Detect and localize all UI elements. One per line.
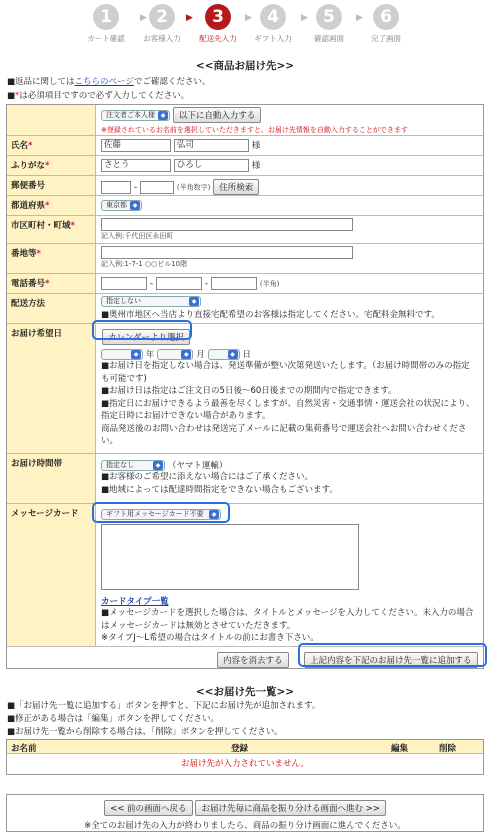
card-type-link[interactable]: カードタイプ一覧	[101, 597, 169, 607]
postal-label: 郵便番号	[7, 176, 96, 195]
step-label: 完了画面	[371, 34, 401, 43]
message-card-note: ■メッセージカードを選択した場合は、タイトルとメッセージを入力してください。未入力の場合	[101, 608, 474, 618]
delivery-time-note: ■お客様のご希望に添えない場合にはご了承ください。	[101, 472, 314, 482]
calendar-highlight	[92, 320, 192, 340]
step-label: 配送先入力	[199, 34, 237, 43]
postal-row	[7, 176, 483, 196]
postal-dash: -	[133, 182, 138, 193]
list-heading: <<お届け先一覧>>	[195, 686, 295, 698]
step-delivery	[188, 4, 248, 44]
message-card-row	[7, 504, 483, 647]
city-input[interactable]	[101, 218, 353, 231]
phone-hint: (半角)	[259, 280, 280, 288]
return-note	[7, 75, 210, 87]
phone-dash: -	[204, 279, 209, 289]
shipping-method-select[interactable]: 指定しない ◆	[101, 296, 201, 307]
address-search-button[interactable]: 住所検索	[213, 179, 259, 195]
list-note: ■修正がある場合は「編集」ボタンを押してください。	[7, 714, 220, 724]
col-delete-header: 削除	[439, 744, 457, 754]
year-unit: 年	[145, 350, 155, 360]
step-arrow-icon: ▶	[245, 13, 252, 23]
step-customer	[132, 4, 192, 44]
delivery-heading: <<商品お届け先>>	[195, 60, 295, 72]
carrier-label: （ヤマト運輸）	[167, 461, 228, 471]
message-card-label: メッセージカード	[7, 504, 96, 646]
name-row	[7, 136, 483, 156]
delivery-date-note: い。	[101, 436, 119, 446]
postal-code-second-input[interactable]	[140, 181, 174, 194]
step-number: 5	[316, 4, 342, 30]
return-note-prefix: ■返品に関しては	[7, 77, 75, 87]
phone-label: 電話番号*	[7, 274, 96, 293]
shipping-row	[7, 294, 483, 324]
postal-code-first-input[interactable]	[101, 181, 131, 194]
prefecture-row	[7, 196, 483, 216]
step-number: 1	[93, 4, 119, 30]
last-name-input[interactable]: 佐藤	[101, 139, 171, 152]
step-arrow-icon: ▶	[356, 13, 363, 23]
year-select[interactable]	[101, 349, 143, 360]
phone-first-input[interactable]	[101, 277, 147, 290]
furigana-row	[7, 156, 483, 176]
message-card-select[interactable]: ギフト用メッセージカード不要 ◆	[101, 509, 221, 520]
day-select[interactable]	[208, 349, 240, 360]
list-note: ■お届け先一覧から削除する場合は、「削除」ボタンを押してください。	[7, 727, 283, 737]
first-name-kana-input[interactable]: ひろし	[174, 159, 249, 172]
step-number: 6	[373, 4, 399, 30]
delivery-list-table	[6, 739, 484, 775]
delivery-date-note: ■指定日にお届けできるよう最善を尽くしますが、自然災害・交通事情・運送会社の状況により、	[101, 398, 475, 409]
return-policy-link[interactable]: こちらのページ	[74, 77, 134, 87]
prefecture-label: 都道府県*	[7, 196, 96, 215]
delivery-date-label: お届け希望日	[7, 324, 96, 453]
add-button-highlight	[298, 643, 487, 667]
furigana-honorific: 様	[251, 161, 261, 171]
day-unit: 日	[242, 350, 251, 360]
address-label: 番地等*	[7, 244, 96, 273]
autofill-header	[7, 105, 96, 135]
step-label: 確認画面	[314, 34, 344, 43]
phone-third-input[interactable]	[211, 277, 257, 290]
city-label: 市区町村・町域*	[7, 216, 96, 243]
footer-note: ※全てのお届け先の入力が終わりましたら、商品の振り分け画面に進んでください。	[84, 821, 406, 831]
step-cart	[76, 4, 136, 44]
message-card-highlight	[92, 502, 230, 523]
orderer-select[interactable]: 注文者ご本人様 ◆	[101, 110, 170, 121]
city-example: 記入例:千代田区永田町	[101, 232, 174, 240]
postal-hint: (半角数字)	[176, 183, 211, 192]
name-honorific: 様	[251, 141, 261, 151]
col-register-header: 登録	[231, 744, 249, 754]
step-number: 4	[260, 4, 286, 30]
delivery-date-note: 商品発送後のお問い合わせは発送完了メールに記載の集荷番号で運送会社へお問い合わせくださ	[101, 423, 467, 434]
delivery-time-row	[7, 454, 483, 504]
autofill-button[interactable]: 以下に自動入力する	[173, 107, 262, 123]
delivery-list-header	[7, 740, 483, 754]
message-card-note: はメッセージカードは無効とさせていただきます。	[101, 620, 296, 631]
phone-dash: -	[149, 279, 154, 289]
furigana-label: ふりがな*	[7, 156, 96, 175]
autofill-warning: ※登録されているお名前を選択していただきますと、お届け先情報を自動入力することができます	[101, 126, 408, 134]
next-button[interactable]: お届け先毎に商品を振り分ける画面へ進む >>	[195, 800, 385, 816]
phone-second-input[interactable]	[156, 277, 202, 290]
calendar-button[interactable]: カレンダーより選択	[102, 329, 190, 345]
add-to-list-button[interactable]: 上記内容を下記のお届け先一覧に追加する	[304, 652, 478, 668]
delivery-date-note: 指定日時にお届けできない場合があります。	[101, 411, 271, 421]
delivery-date-note: も可能です)	[101, 373, 147, 384]
footer-nav	[6, 794, 484, 832]
step-label: お客様入力	[143, 34, 181, 43]
col-name-header: お名前	[11, 744, 37, 754]
clear-form-button[interactable]: 内容を消去する	[217, 652, 289, 668]
phone-row	[7, 274, 483, 294]
address-example: 記入例:1-7-1 ○○ビル10階	[101, 260, 188, 268]
list-note: ■「お届け先一覧に追加する」ボタンを押すと、下記にお届け先が追加されます。	[7, 701, 321, 711]
message-textarea[interactable]	[101, 524, 359, 590]
step-confirm	[299, 4, 359, 44]
required-mark: *	[15, 91, 20, 101]
step-gift	[243, 4, 303, 44]
step-label: ギフト入力	[254, 34, 292, 43]
autofill-row	[7, 105, 483, 136]
delivery-time-select[interactable]: 指定なし ◆	[101, 460, 165, 471]
required-note-prefix: ■	[7, 91, 16, 101]
name-label: 氏名*	[7, 136, 96, 155]
delivery-form	[6, 104, 484, 669]
delivery-time-label: お届け時間帯	[7, 454, 96, 503]
delivery-time-note: ■地域によっては配達時間指定をできない場合もございます。	[101, 484, 338, 495]
shipping-note: ■奥州市地区へ当店より直接宅配希望のお客様は指定してください。宅配料金無料です。	[101, 310, 440, 320]
first-name-input[interactable]: 弘司	[174, 139, 249, 152]
month-select[interactable]	[157, 349, 193, 360]
delivery-date-row	[7, 324, 483, 454]
checkout-steps	[0, 4, 490, 48]
prefecture-select[interactable]: 東京都 ◆	[101, 200, 142, 211]
last-name-kana-input[interactable]: さとう	[101, 159, 171, 172]
step-label: カート確認	[87, 34, 125, 43]
delivery-date-note: ■お届け日を指定しない場合は、発送準備が整い次第発送いたします。（お届け時間帯のみの指定	[101, 361, 470, 371]
step-arrow-icon: ▶	[186, 13, 193, 23]
return-note-suffix: でご確認ください。	[133, 77, 211, 87]
step-arrow-icon: ▶	[301, 13, 308, 23]
delivery-date-note: ■お届け日は指定はご注文日の5日後〜60日後までの期間内で指定できます。	[101, 386, 397, 396]
step-arrow-icon: ▶	[140, 13, 147, 23]
required-note	[7, 89, 189, 101]
col-edit-header: 編集	[391, 744, 409, 754]
required-note-suffix: は必須項目ですので必ず入力してください。	[19, 91, 190, 101]
back-button[interactable]: << 前の画面へ戻る	[104, 800, 192, 816]
step-number: 3	[205, 4, 231, 30]
message-card-note: ※タイプJ〜L希望の場合はタイトルの前にお書き下さい。	[101, 633, 319, 643]
address-row	[7, 244, 483, 274]
address-input[interactable]	[101, 246, 353, 259]
month-unit: 月	[196, 350, 205, 360]
step-complete	[356, 4, 416, 44]
step-number: 2	[149, 4, 175, 30]
city-row	[7, 216, 483, 244]
empty-list-message: お届け先が入力されていません。	[180, 759, 309, 769]
shipping-label: 配送方法	[7, 294, 96, 323]
